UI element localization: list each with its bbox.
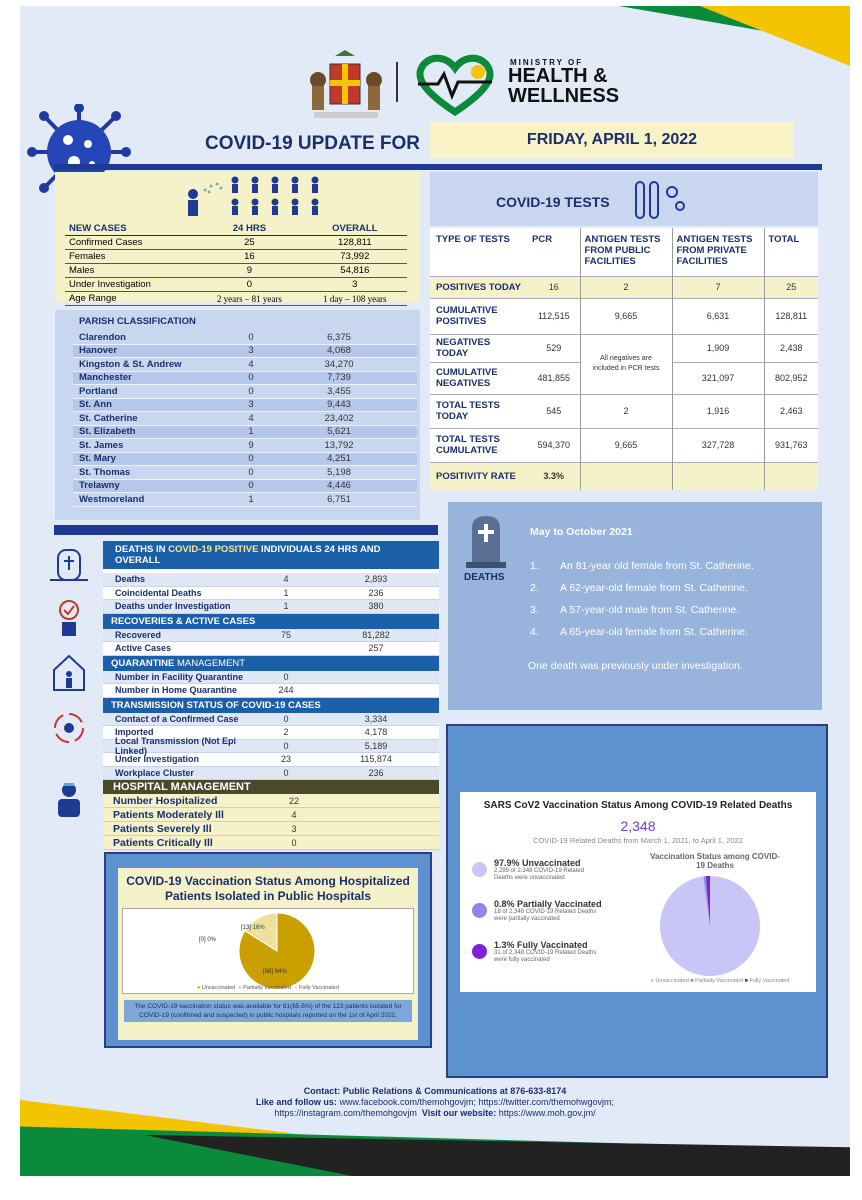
people-distancing-icon: [179, 172, 329, 218]
table-row: [103, 753, 439, 767]
legend-pct: 0.8% Partially Vaccinated: [494, 899, 602, 909]
vacc-deaths-subtitle: COVID-19 Related Deaths from March 1, 2021, to April 1, 2022: [533, 836, 743, 845]
row-cell: 236: [368, 587, 384, 598]
parish-24h: 4: [248, 358, 254, 370]
parish-overall: 6,751: [327, 493, 351, 505]
table-row: [103, 684, 439, 698]
vacc-deaths-pie-title: Vaccination Status among COVID-19 Deaths: [650, 852, 780, 870]
parish-overall: 13,792: [324, 439, 354, 451]
tests-cell: 931,763: [764, 428, 818, 462]
legend-item: Partially Vaccinated: [695, 978, 744, 984]
deaths-panel-table: [103, 541, 439, 849]
tests-cell: 9,665: [580, 298, 672, 334]
title-part: COVID-19 POSITIVE: [168, 544, 259, 555]
footer-contact: Contact: Public Relations & Communications at 876-633-8174: [303, 1086, 567, 1096]
table-row: [103, 713, 439, 727]
parish-row: [73, 439, 417, 453]
vacc-deaths-total: 2,348: [620, 818, 656, 834]
legend-desc: 31 of 2,348 COVID-19 Related Deaths were fully vaccinated: [494, 950, 597, 963]
parish-overall: 5,621: [327, 426, 351, 438]
recovered-icon: [60, 601, 78, 636]
hospital-row: [103, 836, 439, 850]
tests-hdr-private: ANTIGEN TESTS FROM PRIVATE FACILITIES: [672, 228, 764, 276]
deaths-table-title: [103, 541, 439, 569]
parish-name: Clarendon: [79, 331, 126, 343]
tests-header: [430, 172, 818, 226]
row-24h: 2 years – 81 years: [216, 293, 282, 304]
list-text: An 81-year old female from St. Catherine.: [560, 560, 754, 572]
row-overall: 1 day – 108 years: [323, 293, 387, 304]
tests-cell: 112,515: [537, 311, 570, 321]
row-24h: 0: [246, 279, 253, 290]
tests-cell: 25: [764, 276, 818, 298]
table-row: [103, 767, 439, 781]
hosp-vacc-note: The COVID-19 vaccination status was available for 81(65.6%) of the 123 patients isolated for COVID-19 (confirmed and suspected) in public hospitals reported on the 1st of April 2022.: [124, 1000, 412, 1022]
pie-label-unvacc: [68] 84%: [263, 969, 287, 975]
parish-row: [73, 331, 417, 345]
legend-item: Partially Vaccinated: [243, 985, 292, 991]
hospital-header: HOSPITAL MANAGEMENT: [103, 780, 439, 794]
parish-row: [73, 399, 417, 413]
title-part: DEATHS IN: [115, 544, 169, 555]
tombstone-icon: [50, 550, 88, 580]
deaths-label: DEATHS: [464, 572, 505, 583]
tests-cell: 2,438: [764, 334, 818, 362]
parish-24h: 3: [248, 399, 254, 411]
row-label: Confirmed Cases: [69, 237, 143, 248]
list-num: 3.: [530, 604, 539, 616]
pie-label-fully: [0] 0%: [199, 937, 217, 943]
list-item: [530, 582, 820, 604]
tests-cell: 128,811: [764, 298, 818, 334]
row-cell: Patients Critically Ill: [113, 836, 213, 849]
table-row: [430, 276, 818, 298]
table-row: [430, 428, 818, 462]
parish-title: PARISH CLASSIFICATION: [79, 316, 196, 327]
parish-name: Kingston & St. Andrew: [79, 358, 182, 370]
tests-cell: All negatives are included in PCR tests: [580, 334, 672, 394]
parish-24h: 1: [248, 426, 254, 438]
coat-of-arms-icon: [300, 50, 392, 122]
row-label: Age Range: [69, 293, 117, 304]
table-row: [65, 236, 407, 250]
tests-cell: [580, 462, 672, 490]
tests-cell: 2,463: [764, 394, 818, 428]
parish-row: [73, 426, 417, 440]
new-cases-table: [65, 222, 407, 306]
parish-24h: 0: [248, 372, 254, 384]
deaths-list: [530, 560, 820, 648]
row-cell: Local Transmission (Not Epi Linked): [115, 735, 237, 756]
parish-name: Portland: [79, 385, 118, 397]
social-links[interactable]: www.facebook.com/themohgovjm; https://twitter.com/themohwgovjm;: [339, 1097, 615, 1107]
row-label: Females: [69, 251, 106, 262]
table-row: [430, 298, 818, 334]
row-cell: Number in Home Quarantine: [115, 685, 238, 696]
row-cell: 0: [291, 837, 297, 848]
parish-24h: 0: [248, 480, 254, 492]
section-header: [103, 614, 439, 629]
table-row: [65, 250, 407, 264]
list-item: [530, 604, 820, 626]
table-row: [430, 462, 818, 490]
deaths-rows: [103, 569, 439, 850]
tests-hdr-type: TYPE OF TESTS: [436, 234, 510, 245]
table-row: [65, 264, 407, 278]
legend-entry: [472, 899, 652, 940]
legend-dot: [472, 862, 487, 877]
website-label: Visit our website:: [421, 1108, 497, 1118]
row-overall: 3: [352, 279, 358, 290]
row-cell: Contact of a Confirmed Case: [115, 713, 239, 724]
row-cell: 5,189: [364, 740, 388, 751]
legend-pct: 97.9% Unvaccinated: [494, 858, 581, 868]
tests-cell: CUMULATIVE POSITIVES: [436, 305, 498, 327]
hosp-vacc-card: [118, 868, 418, 1040]
left-icon-column: [42, 540, 96, 840]
tests-cell: 2: [580, 394, 672, 428]
test-tube-icon: [630, 176, 690, 226]
legend-entry: [472, 940, 652, 981]
hosp-vacc-chart: [122, 908, 414, 994]
row-cell: Coincidental Deaths: [115, 587, 202, 598]
hosp-vacc-panel: [104, 852, 432, 1048]
row-cell: 1: [283, 601, 289, 612]
table-row: [103, 735, 439, 756]
tests-hdr-pcr: PCR: [532, 234, 553, 245]
hosp-vacc-legend: ● Unvaccinated ● Partially Vaccinated ● Fully Vaccinated: [197, 985, 339, 991]
row-cell: 4,178: [364, 727, 388, 738]
parish-name: St. Catherine: [79, 412, 138, 424]
parish-overall: 6,375: [327, 331, 351, 343]
new-cases-box: [55, 172, 420, 302]
tests-cell: 16: [548, 282, 559, 292]
row-cell: Workplace Cluster: [115, 767, 194, 778]
parish-row: [73, 466, 417, 480]
parish-24h: 1: [248, 493, 254, 505]
footer-social: [20, 1097, 850, 1108]
row-24h: 9: [246, 265, 253, 276]
row-cell: 236: [368, 767, 384, 778]
parish-name: Hanover: [79, 345, 118, 357]
vacc-deaths-legend: [472, 858, 652, 981]
parish-name: St. Ann: [79, 399, 112, 411]
deaths-period: May to October 2021: [530, 526, 633, 538]
parish-24h: 0: [248, 466, 254, 478]
tests-cell: TOTAL TESTS TODAY: [436, 400, 500, 422]
row-label: Under Investigation: [69, 279, 151, 290]
parish-row: [73, 480, 417, 494]
parish-overall: 34,270: [324, 358, 354, 370]
ministry-line2: HEALTH &: [508, 65, 608, 87]
row-cell: 1: [283, 587, 289, 598]
hospital-row: [103, 794, 439, 808]
legend-item: Fully Vaccinated: [749, 978, 790, 984]
parish-name: Westmoreland: [79, 493, 145, 505]
legend-item: Fully Vaccinated: [298, 985, 339, 991]
tests-cell: 1,909: [672, 334, 764, 362]
tests-cell: 529: [546, 343, 562, 353]
vacc-deaths-pie: [660, 876, 760, 976]
row-cell: 0: [283, 713, 289, 724]
legend-desc: 2,299 of 2,348 COVID-19 Related Deaths were unvaccinated: [494, 868, 585, 881]
row-cell: 380: [368, 601, 384, 612]
row-cell: 81,282: [362, 629, 390, 640]
ministry-line1: MINISTRY OF: [510, 58, 584, 67]
tombstone-icon: [464, 512, 508, 568]
parish-overall: 4,068: [327, 345, 351, 357]
parish-24h: 0: [248, 453, 254, 465]
row-cell: 75: [280, 629, 291, 640]
row-cell: Under Investigation: [115, 754, 200, 765]
new-cases-header-overall: OVERALL: [332, 223, 378, 234]
tests-cell: 3.3%: [543, 471, 564, 482]
row-cell: Deaths: [115, 574, 146, 585]
legend-item: Unvaccinated: [201, 985, 236, 991]
tests-cell: 6,631: [672, 298, 764, 334]
tests-cell: 321,097: [672, 362, 764, 394]
row-cell: 2: [283, 727, 289, 738]
vacc-deaths-card: [460, 792, 816, 992]
row-cell: 0: [283, 671, 289, 682]
tests-title: COVID-19 TESTS: [496, 194, 610, 210]
parish-row: [73, 372, 417, 386]
section-header: [103, 656, 439, 671]
parish-name: St. Mary: [79, 453, 116, 465]
header-divider: [54, 164, 822, 170]
parish-row: [73, 385, 417, 399]
parish-overall: 5,198: [327, 466, 351, 478]
hospital-row: [103, 822, 439, 836]
row-cell: Deaths under Investigation: [115, 601, 231, 612]
instagram-link[interactable]: https://instagram.com/themohgovjm: [274, 1108, 417, 1118]
tests-table: [430, 228, 818, 490]
parish-box: [55, 310, 420, 520]
heart-logo-icon: [412, 54, 498, 116]
row-overall: 54,816: [340, 265, 370, 276]
tests-cell: POSITIVES TODAY: [436, 281, 521, 293]
legend-item: Unvaccinated: [655, 978, 689, 984]
tests-cell: [764, 462, 818, 490]
row-cell: 115,874: [360, 754, 392, 765]
home-quarantine-icon: [54, 656, 84, 690]
row-cell: Patients Moderately Ill: [113, 808, 224, 821]
row-cell: Number in Facility Quarantine: [115, 671, 244, 682]
tests-cell: CUMULATIVE NEGATIVES: [436, 367, 498, 389]
list-item: [530, 560, 820, 582]
parish-name: St. Elizabeth: [79, 426, 136, 438]
parish-row: [73, 453, 417, 467]
table-row: [103, 587, 439, 601]
vacc-deaths-pie-legend: ■ Unvaccinated ■ Partially Vaccinated ■ Fully Vaccinated: [650, 978, 790, 984]
parish-row: [73, 345, 417, 359]
row-cell: 0: [283, 767, 289, 778]
footer: [20, 1086, 850, 1119]
ministry-line3: WELLNESS: [508, 85, 620, 107]
header-text: QUARANTINE: [111, 657, 175, 669]
parish-24h: 9: [248, 439, 254, 451]
tests-cell: NEGATIVES TODAY: [436, 337, 491, 359]
legend-dot: [472, 944, 487, 959]
row-24h: 16: [244, 251, 255, 262]
tests-cell: [672, 462, 764, 490]
row-cell: 23: [280, 754, 291, 765]
list-text: A 57-year-old male from St. Catherine.: [560, 604, 740, 616]
row-cell: Imported: [115, 727, 154, 738]
list-text: A 65-year-old female from St. Catherine.: [560, 626, 748, 638]
list-num: 2.: [530, 582, 539, 594]
parish-name: Manchester: [79, 372, 132, 384]
pie-label-partial: [13] 16%: [241, 925, 265, 931]
tests-cell: 802,952: [764, 362, 818, 394]
tests-cell: 481,855: [537, 373, 571, 383]
tests-cell: TOTAL TESTS CUMULATIVE: [436, 434, 500, 456]
new-cases-header-24: 24 HRS: [232, 223, 267, 234]
list-text: A 62-year-old female from St. Catherine.: [560, 582, 748, 594]
parish-row: [73, 358, 417, 372]
deaths-info-panel: [448, 502, 822, 710]
update-date: FRIDAY, APRIL 1, 2022: [430, 122, 794, 158]
tests-cell: 9,665: [580, 428, 672, 462]
parish-overall: 9,443: [327, 399, 351, 411]
tests-cell: 1,916: [672, 394, 764, 428]
row-overall: 73,992: [340, 251, 370, 262]
row-overall: 128,811: [338, 237, 372, 248]
table-row: [103, 671, 439, 685]
parish-name: St. Thomas: [79, 466, 131, 478]
row-cell: 3,334: [364, 713, 388, 724]
header-text: MANAGEMENT: [174, 657, 246, 669]
table-row: [103, 629, 439, 643]
vacc-deaths-title: SARS CoV2 Vaccination Status Among COVID-19 Related Deaths: [483, 800, 793, 811]
tests-cell: POSITIVITY RATE: [436, 470, 516, 482]
hospital-row: [103, 808, 439, 822]
section-header: [103, 698, 439, 713]
row-cell: Active Cases: [115, 643, 172, 654]
legend-desc: 18 of 2,348 COVID-19 Related Deaths were partially vaccinated: [494, 909, 597, 922]
table-row: [103, 600, 439, 614]
transmission-icon: [55, 714, 83, 742]
tests-cell: 2: [580, 276, 672, 298]
legend-entry: [472, 858, 652, 899]
list-item: [530, 626, 820, 648]
row-24h: 25: [244, 237, 255, 248]
parish-row: [73, 493, 417, 507]
vacc-deaths-panel: [446, 724, 828, 1078]
row-cell: 2,893: [364, 574, 388, 585]
parish-name: Trelawny: [79, 480, 120, 492]
parish-24h: 4: [248, 412, 254, 424]
legend-pct: 1.3% Fully Vaccinated: [494, 940, 588, 950]
table-row: [103, 642, 439, 656]
parish-overall: 4,251: [327, 453, 351, 465]
tests-cell: 327,728: [672, 428, 764, 462]
row-label: Males: [69, 265, 95, 276]
row-cell: 4: [291, 809, 297, 820]
row-cell: 4: [283, 574, 289, 585]
parish-24h: 0: [248, 331, 254, 343]
row-cell: 244: [278, 685, 294, 696]
table-row: [65, 292, 407, 306]
website-link[interactable]: https://www.moh.gov.jm/: [496, 1108, 596, 1118]
row-cell: Patients Severely Ill: [113, 822, 212, 835]
row-cell: 3: [291, 823, 297, 834]
parish-list: [73, 331, 417, 507]
header-text: TRANSMISSION STATUS OF COVID-19 CASES: [111, 699, 321, 711]
parish-overall: 4,446: [327, 480, 351, 492]
list-num: 1.: [530, 560, 539, 572]
row-cell: Recovered: [115, 629, 162, 640]
tests-hdr-public: ANTIGEN TESTS FROM PUBLIC FACILITIES: [580, 228, 672, 276]
doctor-icon: [58, 783, 80, 817]
header-text: RECOVERIES & ACTIVE CASES: [111, 615, 256, 627]
parish-24h: 0: [248, 385, 254, 397]
deaths-note: One death was previously under investigation.: [528, 660, 743, 672]
footer-follow-label: Like and follow us:: [255, 1097, 340, 1107]
legend-dot: [472, 903, 487, 918]
new-cases-header-label: NEW CASES: [69, 223, 127, 234]
table-row: [430, 394, 818, 428]
parish-name: St. James: [79, 439, 124, 451]
table-row: [103, 573, 439, 587]
tests-cell: 594,370: [537, 440, 571, 450]
row-cell: 257: [368, 643, 384, 654]
tests-cell: 7: [672, 276, 764, 298]
tests-cell: 545: [546, 406, 562, 416]
parish-overall: 7,739: [327, 372, 351, 384]
table-row: [430, 334, 818, 362]
parish-overall: 3,455: [327, 385, 351, 397]
title-part: INDIVIDUALS 24 HRS AND OVERALL: [115, 544, 381, 566]
hosp-vacc-title: COVID-19 Vaccination Status Among Hospitalized Patients Isolated in Public Hospitals: [126, 874, 410, 903]
row-cell: 22: [288, 795, 299, 806]
parish-overall: 23,402: [324, 412, 354, 424]
table-row: [65, 278, 407, 292]
row-cell: Number Hospitalized: [113, 794, 218, 807]
tests-hdr-total: TOTAL: [764, 228, 818, 276]
row-cell: 0: [283, 740, 289, 751]
update-title: COVID-19 UPDATE FOR: [205, 133, 421, 154]
logo-divider: [396, 62, 398, 102]
parish-row: [73, 412, 417, 426]
parish-24h: 3: [248, 345, 254, 357]
list-num: 4.: [530, 626, 539, 638]
section-divider: [54, 525, 438, 535]
